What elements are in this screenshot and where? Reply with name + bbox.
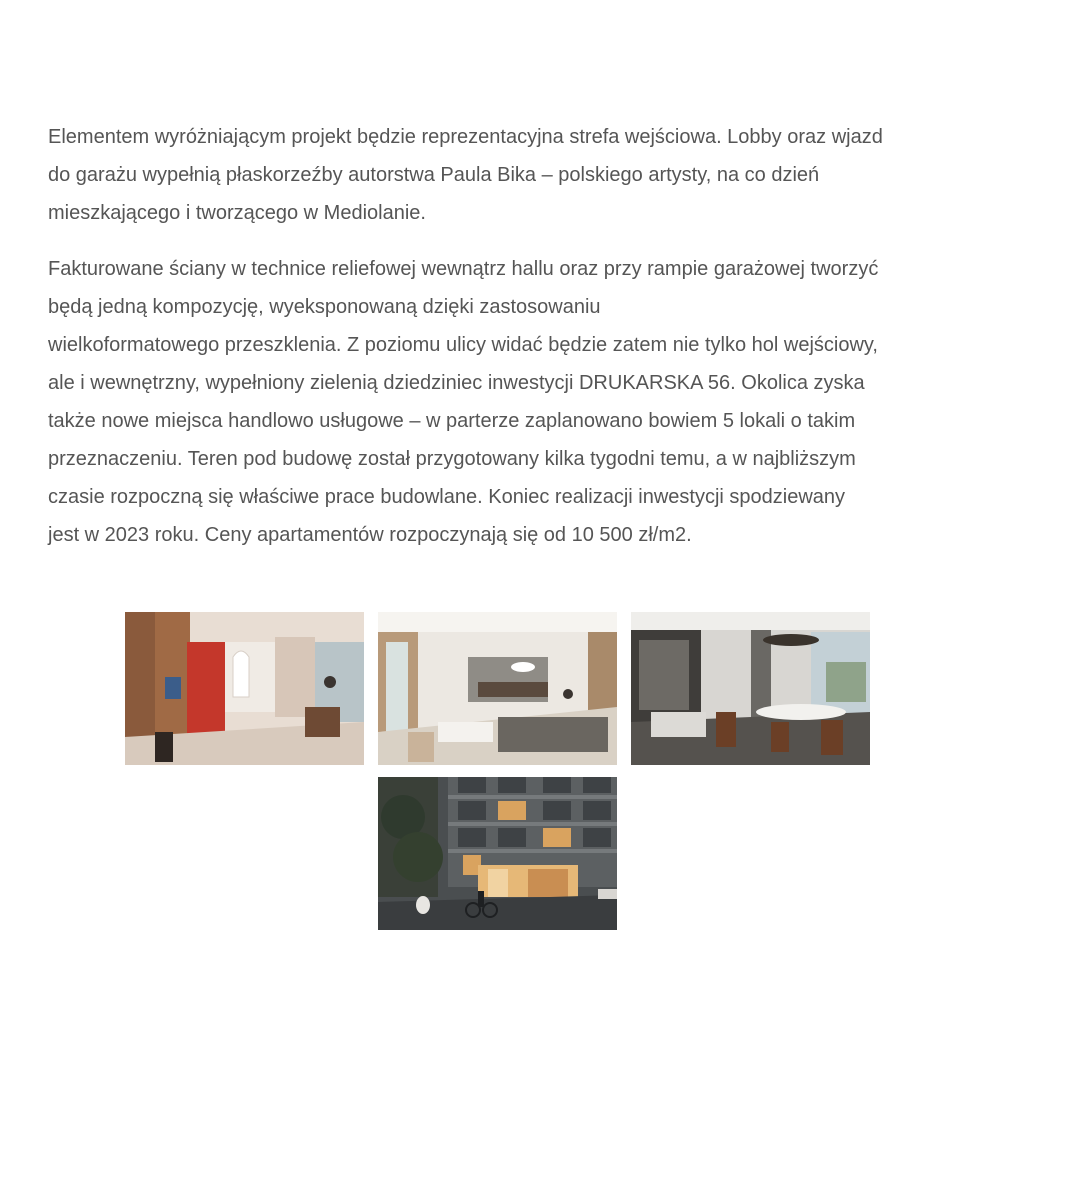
hallway-image bbox=[125, 612, 364, 765]
gallery-thumbnail-hallway[interactable] bbox=[125, 612, 364, 765]
gallery-thumbnail-living-room[interactable] bbox=[378, 612, 617, 765]
paragraph-investment-details: Fakturowane ściany w technice reliefowej wewnątrz hallu oraz przy rampie garażowej tworzyć będą jedną kompozycję, wyeksponowaną dzięki zastosowaniu wielkoformatowego przeszklenia. Z poziomu ulicy widać będzie zatem nie tylko hol wejściowy, ale i wewnętrzny, wypełniony zielenią dziedziniec inwestycji DRUKARSKA 56. Okolica zyska także nowe miejsca handlowo usługowe – w parterze zaplanowano bowiem 5 lokali o takim przeznaczeniu. Teren pod budowę został przygotowany kilka tygodni temu, a w najbliższym czasie rozpoczną się właściwe prace budowlane. Koniec realizacji inwestycji spodziewany jest w 2023 roku. Ceny apartamentów rozpoczynają się od 10 500 zł/m2. bbox=[48, 258, 879, 546]
gallery-thumbnail-building-exterior[interactable] bbox=[378, 777, 617, 930]
gallery-thumbnail-dining-room[interactable] bbox=[631, 612, 870, 765]
living-room-image bbox=[378, 612, 617, 765]
building-exterior-image bbox=[378, 777, 617, 930]
dining-room-image bbox=[631, 612, 870, 765]
article-body bbox=[48, 118, 1048, 554]
paragraph-entrance-zone: Elementem wyróżniającym projekt będzie reprezentacyjna strefa wejściowa. Lobby oraz wjazd do garażu wypełnią płaskorzeźby autorstwa Paula Bika – polskiego artysty, na co dzień mieszkającego i tworzącego w Mediolanie. bbox=[48, 126, 883, 224]
